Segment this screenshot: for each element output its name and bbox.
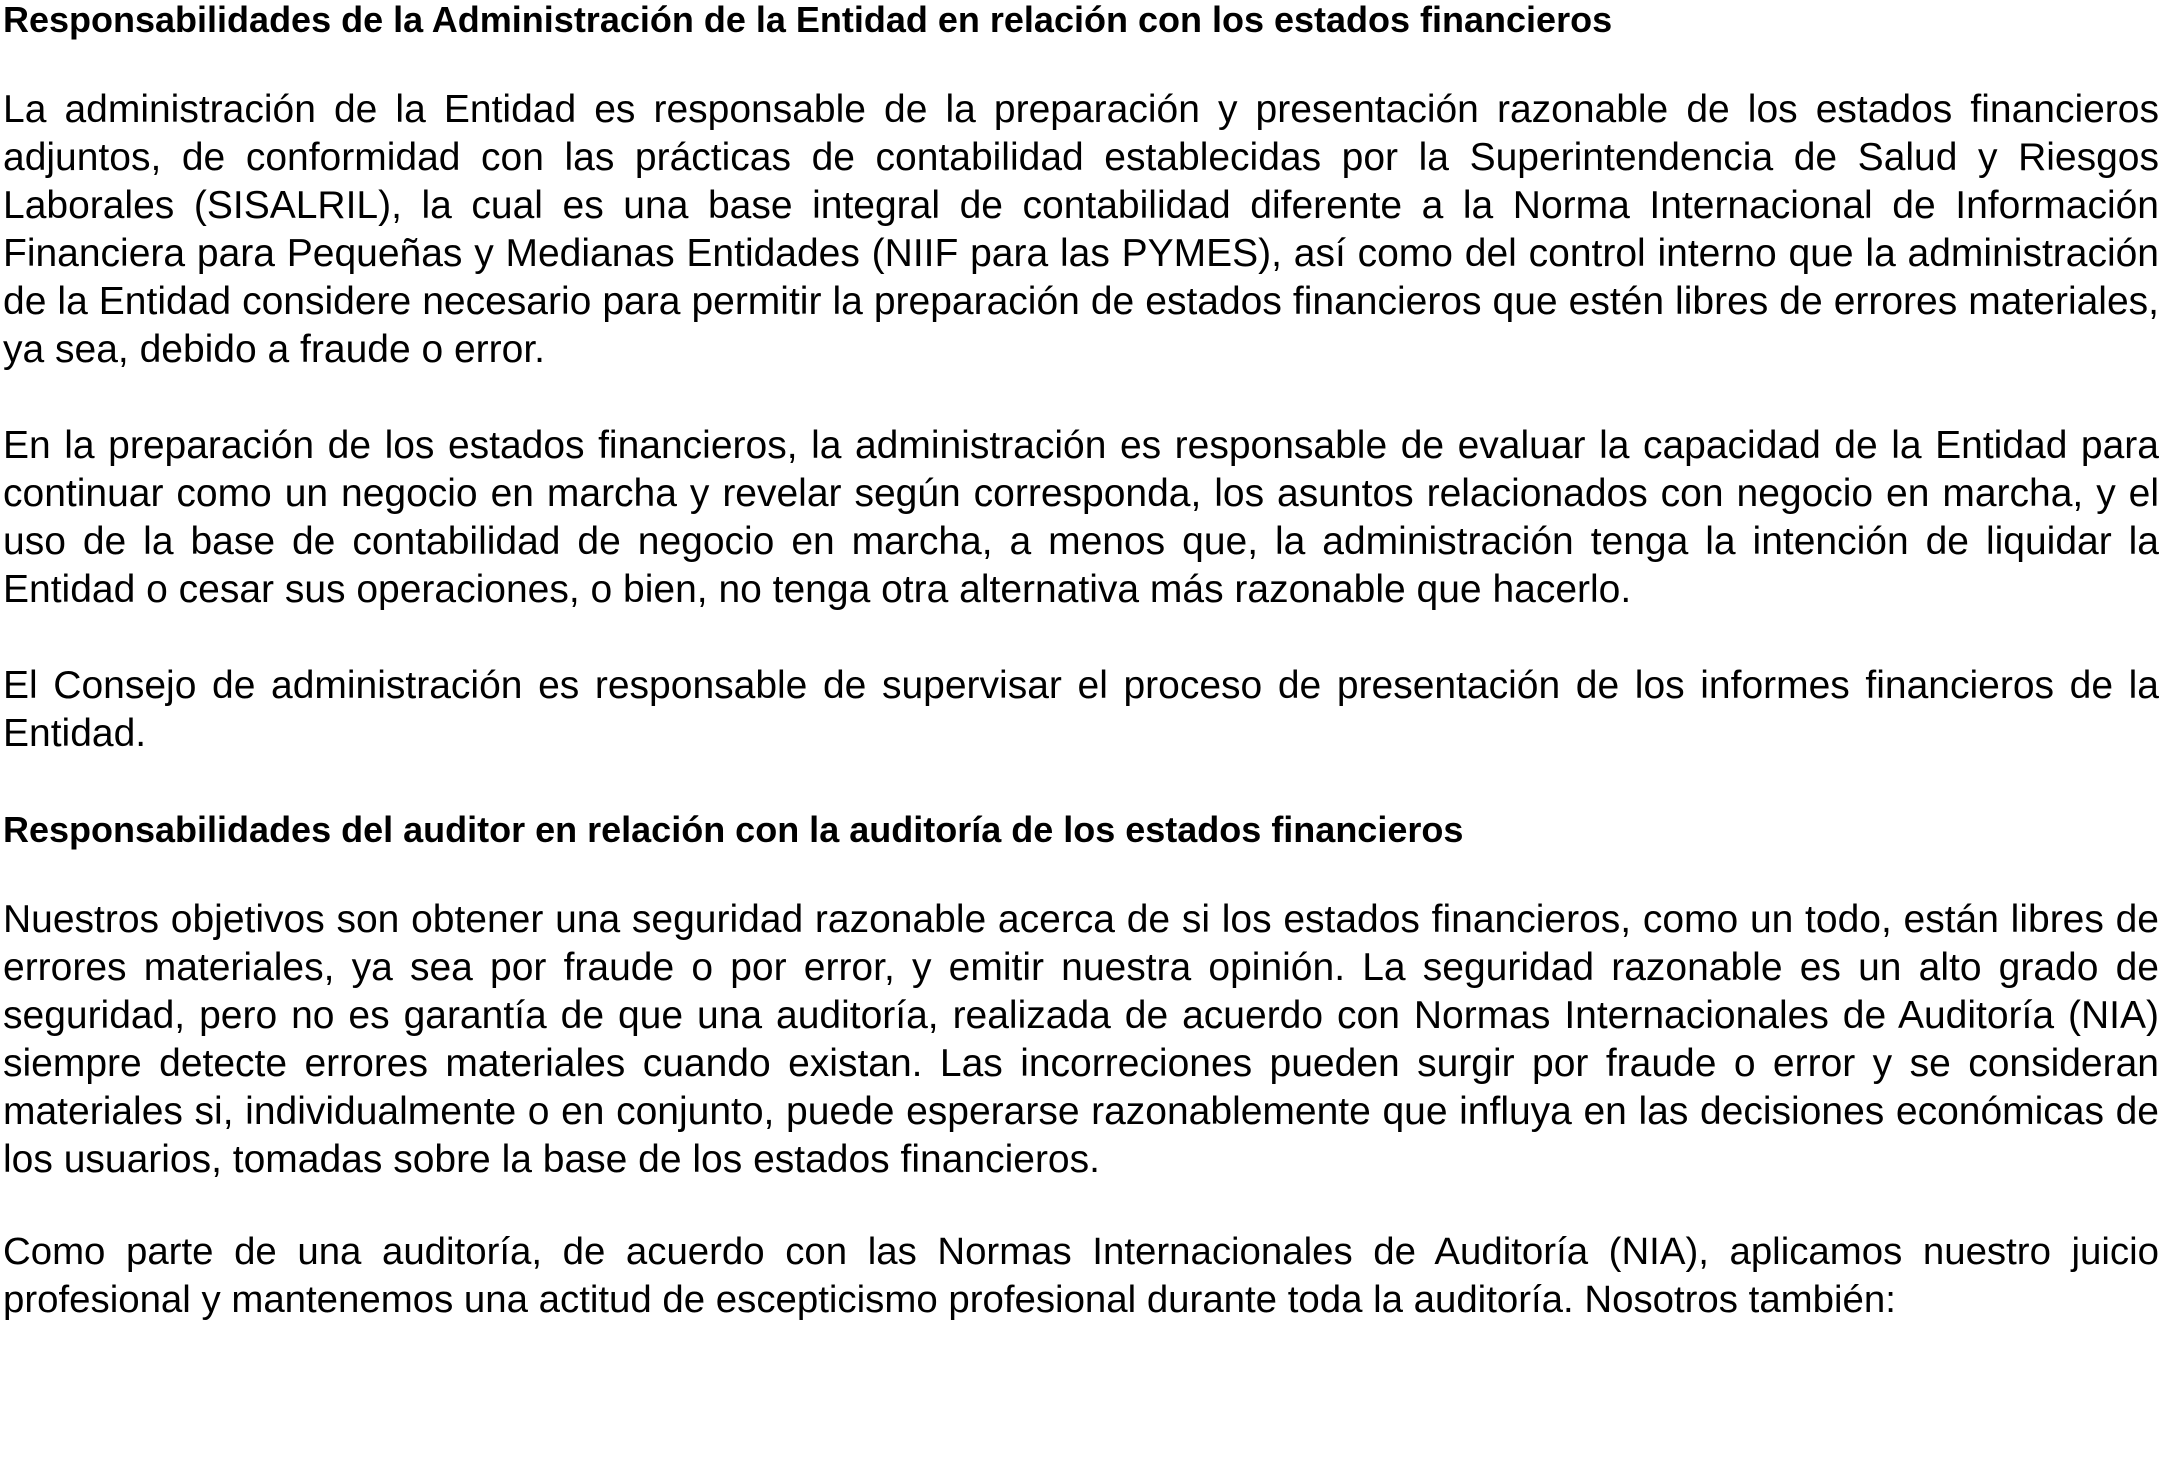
spacer: [3, 1184, 2159, 1228]
spacer: [3, 374, 2159, 422]
paragraph-objetivos-auditoria: Nuestros objetivos son obtener una seguridad razonable acerca de si los estados financieros, como un todo, están libres de errores materiales, ya sea por fraude o por error, y emitir nuestra opinión. La seguridad razonable es un alto grado de seguridad, pero no es garantía de que una auditoría, realizada de acuerdo con Normas Internacionales de Auditoría (NIA) siempre detecte errores materiales cuando existan. Las incorreciones pueden surgir por fraude o error y se consideran materiales si, individualmente o en conjunto, puede esperarse razonablemente que influya en las decisiones económicas de los usuarios, tomadas sobre la base de los estados financieros.: [3, 898, 2159, 1181]
spacer: [3, 758, 2159, 806]
spacer: [3, 44, 2159, 86]
paragraph-negocio-en-marcha: En la preparación de los estados financieros, la administración es responsable de evaluar la capacidad de la Entidad para continuar como un negocio en marcha y revelar según corresponda, los asuntos relacionados con negocio en marcha, y el uso de la base de contabilidad de negocio en marcha, a menos que, la administración tenga la intención de liquidar la Entidad o cesar sus operaciones, o bien, no tenga otra alternativa más razonable que hacerlo.: [3, 424, 2159, 611]
paragraph-consejo-administracion: El Consejo de administración es responsable de supervisar el proceso de presentación de los informes financieros de la Entidad.: [3, 664, 2159, 755]
spacer: [3, 854, 2159, 896]
paragraph-juicio-profesional: Como parte de una auditoría, de acuerdo con las Normas Internacionales de Auditoría (NIA), aplicamos nuestro juicio profesional y mantenemos una actitud de escepticismo profesional durante toda la auditoría. Nosotros también:: [3, 1230, 2159, 1321]
spacer: [3, 614, 2159, 662]
document-page: [3, 0, 2159, 1324]
paragraph-responsabilidad-administracion: La administración de la Entidad es responsable de la preparación y presentación razonable de los estados financieros adjuntos, de conformidad con las prácticas de contabilidad establecidas por la Superintendencia de Salud y Riesgos Laborales (SISALRIL), la cual es una base integral de contabilidad diferente a la Norma Internacional de Información Financiera para Pequeñas y Medianas Entidades (NIIF para las PYMES), así como del control interno que la administración de la Entidad considere necesario para permitir la preparación de estados financieros que estén libres de errores materiales, ya sea, debido a fraude o error.: [3, 88, 2159, 371]
section-heading-auditor: Responsabilidades del auditor en relación con la auditoría de los estados financieros: [3, 809, 1464, 850]
section-heading-administracion: Responsabilidades de la Administración de la Entidad en relación con los estados financieros: [3, 0, 1613, 40]
